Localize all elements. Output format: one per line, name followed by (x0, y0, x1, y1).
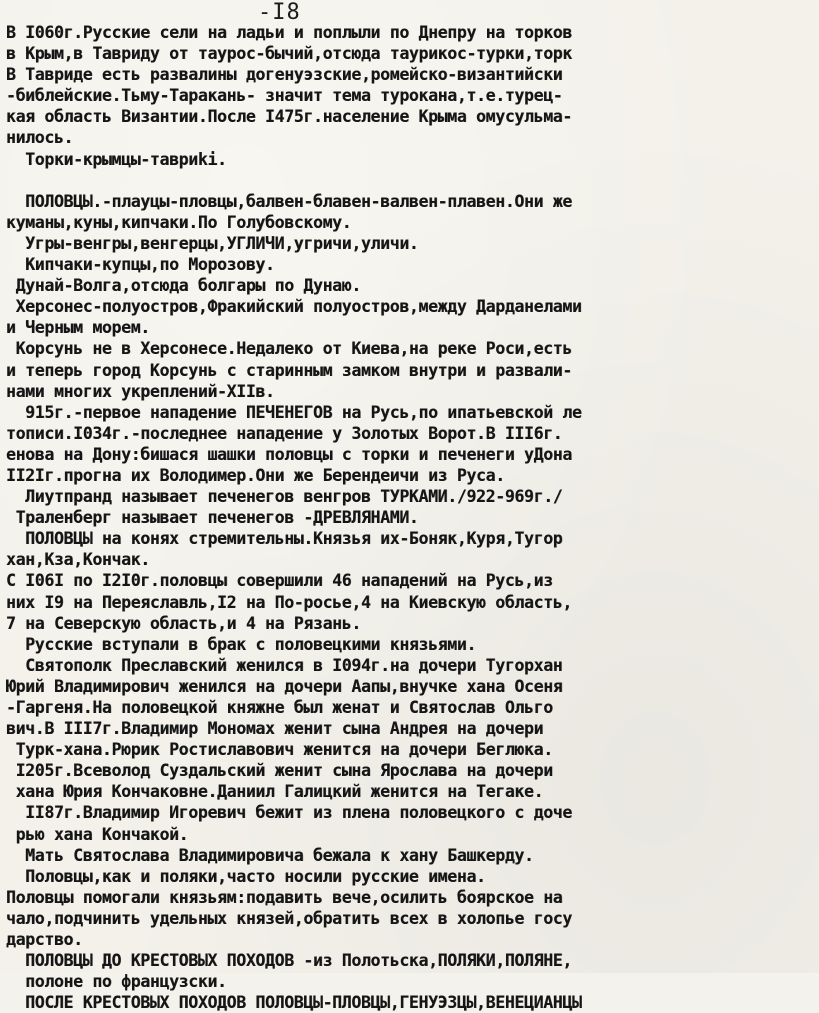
text-line: ПОСЛЕ КРЕСТОВЫХ ПОХОДОВ ПОЛОВЦЫ-ПЛОВЦЫ,ГЕНУЭЗЦЫ,ВЕНЕЦИАНЦЫ (6, 993, 582, 1013)
text-line (6, 170, 814, 191)
text-line: полоне по французски. (6, 972, 227, 992)
text-line: хана Юрия Кончаковне.Даниил Галицкий женится на Тегаке. (6, 782, 544, 802)
text-line: II87г.Владимир Игоревич бежит из плена половецкого с доче (6, 803, 572, 823)
text-line: 915г.-первое нападение ПЕЧЕНЕГОВ на Русь,по ипатьевской ле (6, 402, 582, 422)
text-line: 7 на Северскую область,и 4 на Рязань. (6, 613, 361, 633)
text-line: нилось. (6, 128, 74, 148)
text-line: кая область Византии.После I475г.население Крыма омусульма- (6, 107, 572, 127)
text-line: Траленберг называет печенегов -ДРЕВЛЯНАМИ. (6, 508, 419, 528)
text-line: Турк-хана.Рюрик Ростиславович женится на дочери Беглюка. (6, 740, 553, 760)
text-line: хан,Кза,Кончак. (6, 550, 150, 570)
text-line: Кипчаки-купцы,по Морозову. (6, 255, 275, 275)
text-line: ПОЛОВЦЫ.-плауцы-пловцы,балвен-блавен-валвен-плавен.Они же (6, 191, 572, 211)
text-line: рью хана Кончакой. (6, 824, 189, 844)
text-line: I205г.Всеволод Суздальский женит сына Ярослава на дочери (6, 761, 553, 781)
text-line: Угры-венгры,венгерцы,УГЛИЧИ,угричи,уличи. (6, 233, 419, 253)
text-line: них I9 на Переяславль,I2 на По-росье,4 на Киевскую область, (6, 592, 572, 612)
text-line: С I06I по I2I0г.половцы совершили 46 нападений на Русь,из (6, 571, 553, 591)
text-line: Святополк Преславский женился в I094г.на дочери Тугорхан (6, 655, 563, 675)
text-line: Торки-крымцы-тавриki. (6, 149, 227, 169)
text-line: Половцы помогали князьям:подавить вече,осилить боярское на (6, 887, 563, 907)
text-line: и Черным морем. (6, 318, 150, 338)
text-line: ПОЛОВЦЫ на конях стремительны.Князья их-Боняк,Куря,Тугор (6, 529, 563, 549)
text-line: ПОЛОВЦЫ ДО КРЕСТОВЫХ ПОХОДОВ -из Полотьска,ПОЛЯКИ,ПОЛЯНЕ, (6, 951, 572, 971)
typewritten-text-body (6, 22, 818, 1013)
text-line: Корсунь не в Херсонесе.Недалеко от Киева,на реке Роси,есть (6, 339, 572, 359)
text-line: чало,подчинить удельных князей,обратить всех в холопье госу (6, 908, 572, 928)
text-line: куманы,куны,кипчаки.По Голубовскому. (6, 212, 352, 232)
text-line: Юрий Владимирович женился на дочери Аапы,внучке хана Осеня (6, 676, 563, 696)
text-line: Дунай-Волга,отсюда болгары по Дунаю. (6, 276, 361, 296)
text-line: енова на Дону:бишася шашки половцы с торки и печенеги уДона (6, 444, 572, 464)
text-line: нами многих укреплений-XIIв. (6, 381, 275, 401)
text-line: -Гаргеня.На половецкой княжне был женат и Святослав Ольго (6, 698, 553, 717)
text-line: Половцы,как и поляки,часто носили русские имена. (6, 866, 486, 886)
text-line: тописи.I034г.-последнее нападение у Золотых Ворот.В III6г. (6, 423, 563, 443)
text-line: Русские вступали в брак с половецкими князьями. (6, 634, 477, 654)
text-line: Мать Святослава Владимировича бежала к хану Башкерду. (6, 845, 534, 865)
text-line: II2Iг.прогна их Володимер.Они же Берендеичи из Руса. (6, 465, 505, 485)
text-line: -библейские.Тьму-Таракань- значит тема туроканa,т.е.турец- (6, 86, 563, 106)
text-line: В Тавриде есть развалины догенуэзские,ромейско-византийски (6, 65, 563, 85)
text-line: Лиутпранд называет печенегов венгров ТУРКАМИ./922-969г./ (6, 487, 563, 507)
text-line: и теперь город Корсунь с старинным замком внутри и развали- (6, 360, 572, 380)
text-line: в Крым,в Тавриду от таурос-бычий,отсюда таурикос-турки,торк (6, 44, 572, 64)
page-number: -I8 (258, 0, 301, 25)
text-line: дарство. (6, 930, 83, 950)
text-line: В I060г.Русские сели на ладьи и поплыли по Днепру на торков (6, 23, 572, 42)
text-line: вич.В III7г.Владимир Мономах женит сына Андрея на дочери (6, 719, 544, 739)
text-line: Херсонес-полуостров,Фракийский полуостров,между Дарданелами (6, 297, 582, 317)
